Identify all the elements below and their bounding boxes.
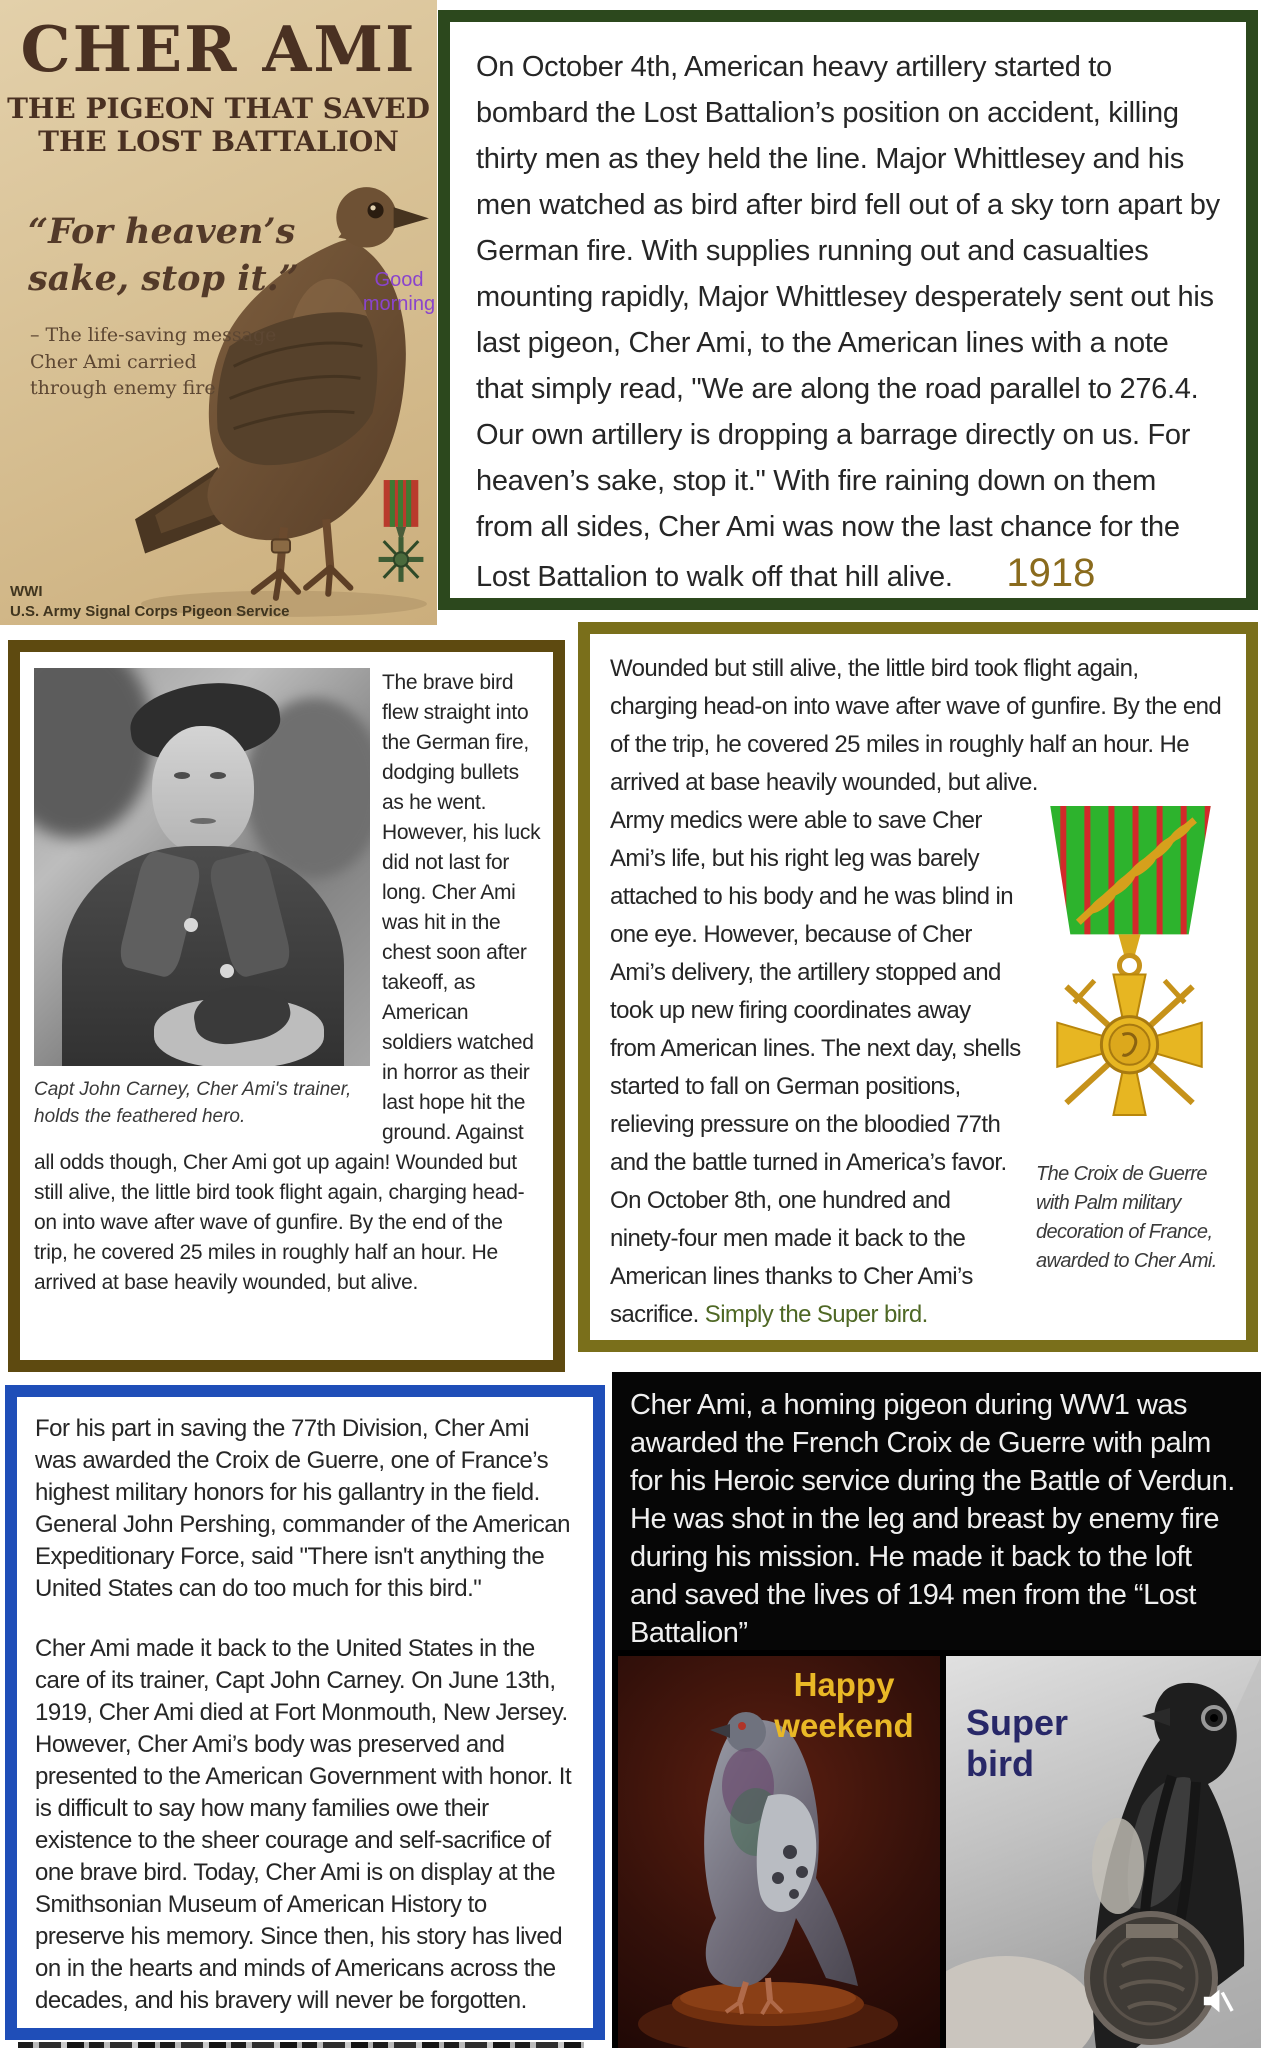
trainer-photo-panel — [8, 640, 565, 1372]
poster-subtitle-line2: THE LOST BATTALION — [38, 125, 399, 159]
legacy-paragraph-1: For his part in saving the 77th Division, Cher Ami was awarded the Croix de Guerre, one of France’s highest military honors for his gallantry in the field. General John Pershing, commander of the American Expeditionary Force, said "There isn't anything the United States can do too much for this bird." — [35, 1415, 570, 1602]
trainer-story-text: The brave bird flew straight into the German fire, dodging bullets as he went. However, his luck did not last for long. Cher Ami was hit in the chest soon after takeoff, as American soldiers watched in horror as their last hope hit the ground. Against all odds though, Cher Ami got up again! Wounded but still alive, the little bird took flight again, charging head-on into wave after wave of gunfire. By the end of the trip, he covered 25 miles in roughly half an hour. He arrived at base heavily wounded, but alive. — [34, 671, 541, 1294]
happy-weekend-label: Happy weekend — [774, 1666, 914, 1745]
capt-carney-photo — [34, 668, 370, 1066]
cher-ami-poster — [0, 0, 437, 625]
year-label: 1918 — [1006, 551, 1096, 595]
legacy-paragraph-2: Cher Ami made it back to the United States in the care of its trainer, Capt John Carney. On June 13th, 1919, Cher Ami died at Fort Monmouth, New Jersey. However, Cher Ami’s body was preserved and presented to the American Government with honor. It is difficult to say how many families owe their existence to the sheer courage and self-sacrifice of one brave bird. Today, Cher Ami is on display at the Smithsonian Museum of American History to preserve his memory. Since then, his story has lived on in the hearts and minds of Americans across the decades, and his bravery will never be forgotten. — [35, 1635, 572, 2014]
poster-quote — [28, 208, 299, 303]
medal-story-panel — [578, 622, 1258, 1352]
trainer-photo-block — [34, 668, 370, 1130]
pigeon-photos-row — [612, 1650, 1261, 2048]
meme-text: Cher Ami, a homing pigeon during WW1 was awarded the French Croix de Guerre with palm for his Heroic service during the Battle of Verdun. He was shot in the leg and breast by enemy fire during his mission. He made it back to the loft and saved the lives of 194 men from the “Lost Battalion” — [630, 1389, 1235, 1649]
super-bird-label: Super bird — [966, 1702, 1069, 1785]
croix-de-guerre-medal-icon — [1036, 806, 1222, 1132]
poster-subtitle — [0, 92, 437, 158]
super-bird-highlight: Simply the Super bird. — [704, 1301, 928, 1328]
medal-pigeon-photo — [946, 1656, 1261, 2048]
meme-panel — [612, 1372, 1261, 2048]
poster-title: CHER AMI — [20, 12, 417, 86]
artillery-story-panel — [438, 10, 1258, 610]
trainer-photo-caption: Capt John Carney, Cher Ami's trainer, holds the feathered hero. — [34, 1079, 352, 1127]
good-morning-note: Good morning — [362, 269, 436, 315]
legacy-story-panel — [5, 1385, 605, 2040]
medal-story-body: Army medics were able to save Cher Ami’s life, but his right leg was barely attached to his body and he was blind in one eye. However, because of Cher Ami’s delivery, the artillery stopped and took up new firing coordinates away from American lines. The next day, shells started to fall on German positions, relieving pressure on the bloodied 77th and the battle turned in America’s favor. On October 8th, one hundred and ninety-four men made it back to the American lines thanks to Cher Ami’s sacrifice. — [610, 807, 1021, 1328]
poster-attribution: – The life-saving message Cher Ami carried through enemy fire — [30, 324, 277, 400]
medal-caption: The Croix de Guerre with Palm military decoration of France, awarded to Cher Ami. — [1036, 1163, 1217, 1272]
poster-quote-line2: sake, stop it.” — [28, 258, 299, 300]
medal-story-intro: Wounded but still alive, the little bird took flight again, charging head-on into wave after wave of gunfire. By the end of the trip, he covered 25 miles in roughly half an hour. He arrived at base heavily wounded, but alive. — [610, 655, 1222, 796]
croix-de-guerre-block — [1036, 806, 1226, 1276]
poster-medal-icon — [375, 478, 427, 590]
truncated-caption-strip — [18, 2042, 584, 2048]
muted-speaker-icon[interactable] — [1201, 1984, 1235, 2018]
poster-quote-line1: “For heaven’s — [28, 211, 296, 252]
artillery-story-text: On October 4th, American heavy artillery started to bombard the Lost Battalion’s position on accident, killing thirty men as they held the line. Major Whittlesey and his men watched as bird after bird fell out of a sky torn apart by German fire. With supplies running out and casualties mounting rapidly, Major Whittlesey desperately sent out his last pigeon, Cher Ami, to the American lines with a note that simply read, "We are along the road parallel to 276.4. Our own artillery is dropping a barrage directly on us. For heaven’s sake, stop it." With fire raining down on them from all sides, Cher Ami was now the last chance for the Lost Battalion to walk off that hill alive. — [476, 51, 1220, 593]
poster-subtitle-line1: THE PIGEON THAT SAVED — [7, 92, 430, 125]
stuffed-pigeon-photo — [618, 1656, 940, 2048]
poster-footer: WWI U.S. Army Signal Corps Pigeon Service — [10, 583, 290, 620]
